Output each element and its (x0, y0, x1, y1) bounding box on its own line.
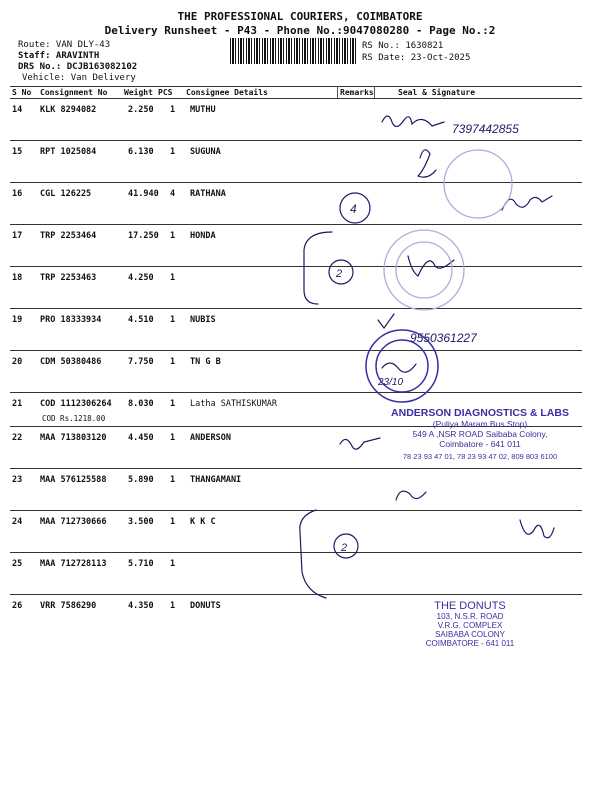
signature-mark (520, 520, 554, 538)
row-weight: 4.510 (128, 315, 154, 325)
row-pcs: 1 (170, 559, 176, 569)
row-sno: 21 (12, 399, 23, 409)
row-consignment: MAA 712728113 (40, 559, 107, 569)
row-sno: 18 (12, 273, 23, 283)
cod-amount: COD Rs.1218.00 (42, 414, 106, 423)
drs-label: DRS No.: DCJB163082102 (18, 62, 138, 72)
row-consignment: KLK 8294082 (40, 105, 97, 115)
row-weight: 41.940 (128, 189, 159, 199)
row-consignee: DONUTS (190, 601, 221, 611)
staff-label: Staff: ARAVINTH (18, 51, 100, 61)
row-consignee: SUGUNA (190, 147, 221, 157)
row-consignment: MAA 713803120 (40, 433, 107, 443)
row-sno: 19 (12, 315, 23, 325)
row-consignment: VRR 7586290 (40, 601, 97, 611)
stamp-line: COIMBATORE - 641 011 (425, 639, 515, 648)
signature-mark (382, 363, 416, 372)
row-weight: 8.030 (128, 399, 154, 409)
row-consignee: RATHANA (190, 189, 226, 199)
row-consignee: Latha SATHISKUMAR (190, 399, 277, 409)
faint-stamp (444, 150, 512, 218)
faint-stamp (396, 242, 452, 298)
row-consignment: TRP 2253463 (40, 273, 97, 283)
row-weight: 5.890 (128, 475, 154, 485)
row-sno: 15 (12, 147, 23, 157)
row-sno: 24 (12, 517, 23, 527)
row-consignment: CDM 50380486 (40, 357, 102, 367)
row-pcs: 1 (170, 399, 176, 409)
signature-mark (396, 491, 426, 500)
rs-date: RS Date: 23-Oct-2025 (362, 53, 471, 63)
row-weight: 17.250 (128, 231, 159, 241)
anderson-stamp (370, 407, 590, 461)
row-weight: 7.750 (128, 357, 154, 367)
rs-no: RS No.: 1630821 (362, 41, 444, 51)
runsheet-subtitle: Delivery Runsheet - P43 - Phone No.:9047080280 - Page No.:2 (104, 24, 496, 37)
row-weight: 4.450 (128, 433, 154, 443)
row-sno: 14 (12, 105, 23, 115)
row-pcs: 1 (170, 601, 176, 611)
row-sno: 22 (12, 433, 23, 443)
col-consignee: Consignee Details (186, 88, 268, 97)
donuts-stamp (400, 600, 540, 648)
row-pcs: 1 (170, 315, 176, 325)
col-remarks: Remarks (340, 88, 374, 97)
row-weight: 6.130 (128, 147, 154, 157)
signature-mark (408, 256, 454, 276)
stamp-line: 549 A ,NSR ROAD Saibaba Colony, (412, 429, 548, 439)
row-weight: 4.350 (128, 601, 154, 611)
handwritten-date: 23/10 (378, 377, 404, 388)
row-pcs: 1 (170, 231, 176, 241)
circle-number: 4 (350, 202, 357, 216)
row-pcs: 1 (170, 105, 176, 115)
stamp-line: 78 23 93 47 01, 78 23 93 47 02, 809 803 6100 (402, 452, 558, 461)
col-pcs: PCS (158, 88, 173, 97)
row-pcs: 4 (170, 189, 176, 199)
row-sno: 23 (12, 475, 23, 485)
row-consignment: TRP 2253464 (40, 231, 97, 241)
stamp-line: Coimbatore - 641 011 (439, 439, 521, 449)
circle-number: 2 (341, 542, 348, 554)
row-sno: 17 (12, 231, 23, 241)
row-consignment: MAA 576125588 (40, 475, 107, 485)
row-consignee: TN G B (190, 357, 221, 367)
row-consignee: K K C (190, 517, 216, 527)
stamp-name: ANDERSON DIAGNOSTICS & LABS (391, 407, 569, 419)
col-sno: S No (12, 88, 32, 97)
circle-number: 2 (336, 268, 343, 280)
signature-mark (418, 150, 436, 177)
row-pcs: 1 (170, 147, 176, 157)
round-stamp (366, 330, 438, 402)
row-sno: 26 (12, 601, 23, 611)
col-seal: Seal & Signature (398, 88, 476, 97)
row-sno: 25 (12, 559, 23, 569)
handwritten-phone: 9550361227 (410, 331, 477, 345)
row-weight: 4.250 (128, 273, 154, 283)
row-pcs: 1 (170, 357, 176, 367)
row-weight: 5.710 (128, 559, 154, 569)
row-pcs: 1 (170, 517, 176, 527)
row-consignee: NUBIS (190, 315, 216, 325)
company-title: THE PROFESSIONAL COURIERS, COIMBATORE (177, 10, 423, 23)
row-pcs: 1 (170, 273, 176, 283)
signature-mark (382, 116, 444, 127)
col-consignment: Consignment No (40, 88, 108, 97)
row-consignment: COD 1112306264 (40, 399, 112, 409)
vehicle-label: Vehicle: Van Delivery (22, 73, 136, 83)
row-consignee: ANDERSON (190, 433, 231, 443)
row-pcs: 1 (170, 475, 176, 485)
stamp-line: SAIBABA COLONY (435, 630, 505, 639)
tick-mark (378, 314, 394, 328)
row-consignment: CGL 126225 (40, 189, 92, 199)
row-weight: 2.250 (128, 105, 154, 115)
row-consignee: MUTHU (190, 105, 216, 115)
row-consignee: HONDA (190, 231, 216, 241)
row-consignee: THANGAMANI (190, 475, 242, 485)
stamp-line: (Puliya Maram Bus Stop) (432, 419, 528, 429)
row-consignment: RPT 1025084 (40, 147, 97, 157)
handwritten-phone: 7397442855 (452, 122, 519, 136)
stamp-name: THE DONUTS (434, 600, 506, 612)
col-weight: Weight (124, 88, 153, 97)
bracket-mark (304, 232, 332, 304)
row-pcs: 1 (170, 433, 176, 443)
row-consignment: MAA 712730666 (40, 517, 107, 527)
row-sno: 20 (12, 357, 23, 367)
route-label: Route: VAN DLY-43 (18, 40, 111, 50)
stamp-line: V.R.G. COMPLEX (437, 621, 503, 630)
stamp-line: 103, N.S.R. ROAD (436, 612, 504, 621)
row-consignment: PRO 18333934 (40, 315, 102, 325)
row-weight: 3.500 (128, 517, 154, 527)
row-sno: 16 (12, 189, 23, 199)
bracket-mark (300, 510, 326, 598)
